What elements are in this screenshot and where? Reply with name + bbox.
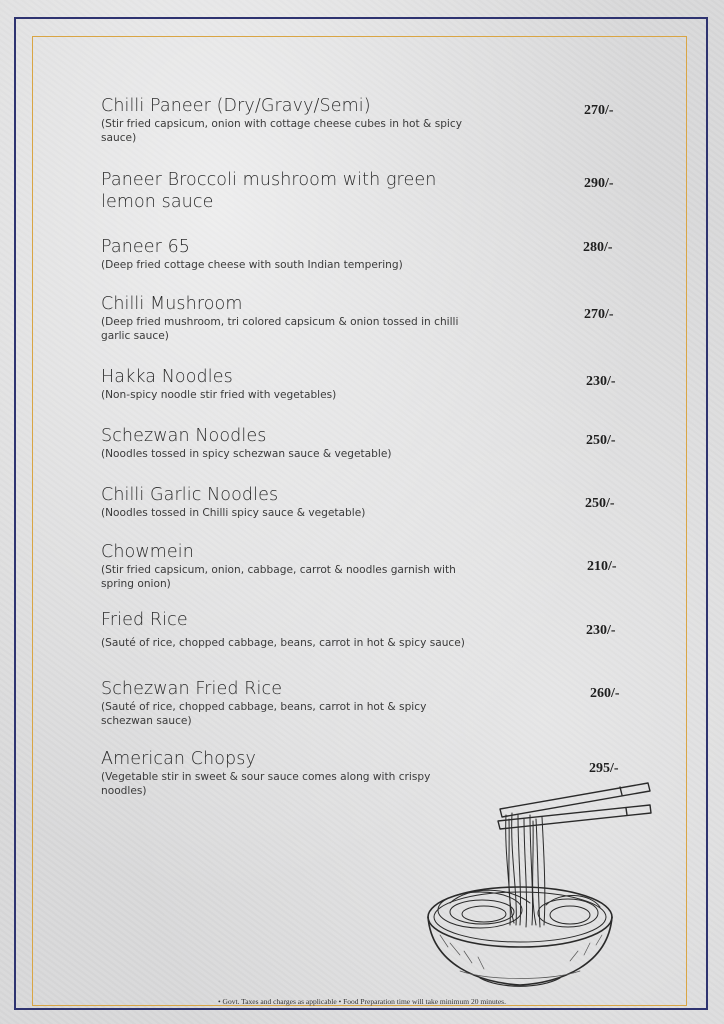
item-price: 230/-: [586, 623, 616, 638]
item-name: Chowmein: [101, 542, 194, 562]
item-description: (Non-spicy noodle stir fried with vegetables): [101, 389, 337, 401]
menu-item: [101, 541, 631, 591]
menu-item: [101, 95, 631, 145]
item-description: (Deep fried cottage cheese with south Indian tempering): [101, 259, 403, 271]
footer-note: • Govt. Taxes and charges as applicable • Food Preparation time will take minimum 20 minutes.: [218, 997, 506, 1006]
item-description: (Vegetable stir in sweet & sour sauce comes along with crispy noodles): [101, 771, 431, 797]
item-price: 295/-: [589, 761, 619, 776]
item-name: Paneer 65: [101, 237, 191, 257]
noodle-bowl-icon: [420, 775, 660, 995]
item-description: (Deep fried mushroom, tri colored capsicum & onion tossed in chilli garlic sauce): [101, 316, 459, 342]
item-price: 230/-: [586, 374, 616, 389]
menu-item: [101, 425, 631, 461]
item-name: Paneer Broccoli mushroom with green lemon sauce: [101, 170, 437, 212]
menu-item: [101, 678, 631, 728]
item-price: 270/-: [584, 307, 614, 322]
item-price: 250/-: [585, 496, 615, 511]
item-description: (Sauté of rice, chopped cabbage, beans, carrot in hot & spicy schezwan sauce): [101, 701, 427, 727]
item-name: Chilli Garlic Noodles: [101, 485, 279, 505]
item-name: Schezwan Fried Rice: [101, 679, 283, 699]
item-name: American Chopsy: [101, 749, 256, 769]
menu-item: [101, 293, 631, 343]
item-price: 210/-: [587, 559, 617, 574]
menu-item: [101, 236, 631, 272]
item-price: 250/-: [586, 433, 616, 448]
item-description: (Noodles tossed in Chilli spicy sauce & vegetable): [101, 507, 366, 519]
menu-item: [101, 484, 631, 520]
item-name: Chilli Mushroom: [101, 294, 243, 314]
menu-item: [101, 366, 631, 402]
menu-item: [101, 609, 631, 650]
item-price: 280/-: [583, 240, 613, 255]
item-price: 290/-: [584, 176, 614, 191]
item-price: 270/-: [584, 103, 614, 118]
menu-item: [101, 169, 631, 213]
item-name: Hakka Noodles: [101, 367, 233, 387]
item-price: 260/-: [590, 686, 620, 701]
item-name: Fried Rice: [101, 610, 188, 630]
item-name: Chilli Paneer (Dry/Gravy/Semi): [101, 96, 371, 116]
item-description: (Sauté of rice, chopped cabbage, beans, carrot in hot & spicy sauce): [101, 637, 465, 649]
item-description: (Noodles tossed in spicy schezwan sauce & vegetable): [101, 448, 392, 460]
item-name: Schezwan Noodles: [101, 426, 267, 446]
item-description: (Stir fried capsicum, onion with cottage cheese cubes in hot & spicy sauce): [101, 118, 462, 144]
item-description: (Stir fried capsicum, onion, cabbage, carrot & noodles garnish with spring onion): [101, 564, 456, 590]
